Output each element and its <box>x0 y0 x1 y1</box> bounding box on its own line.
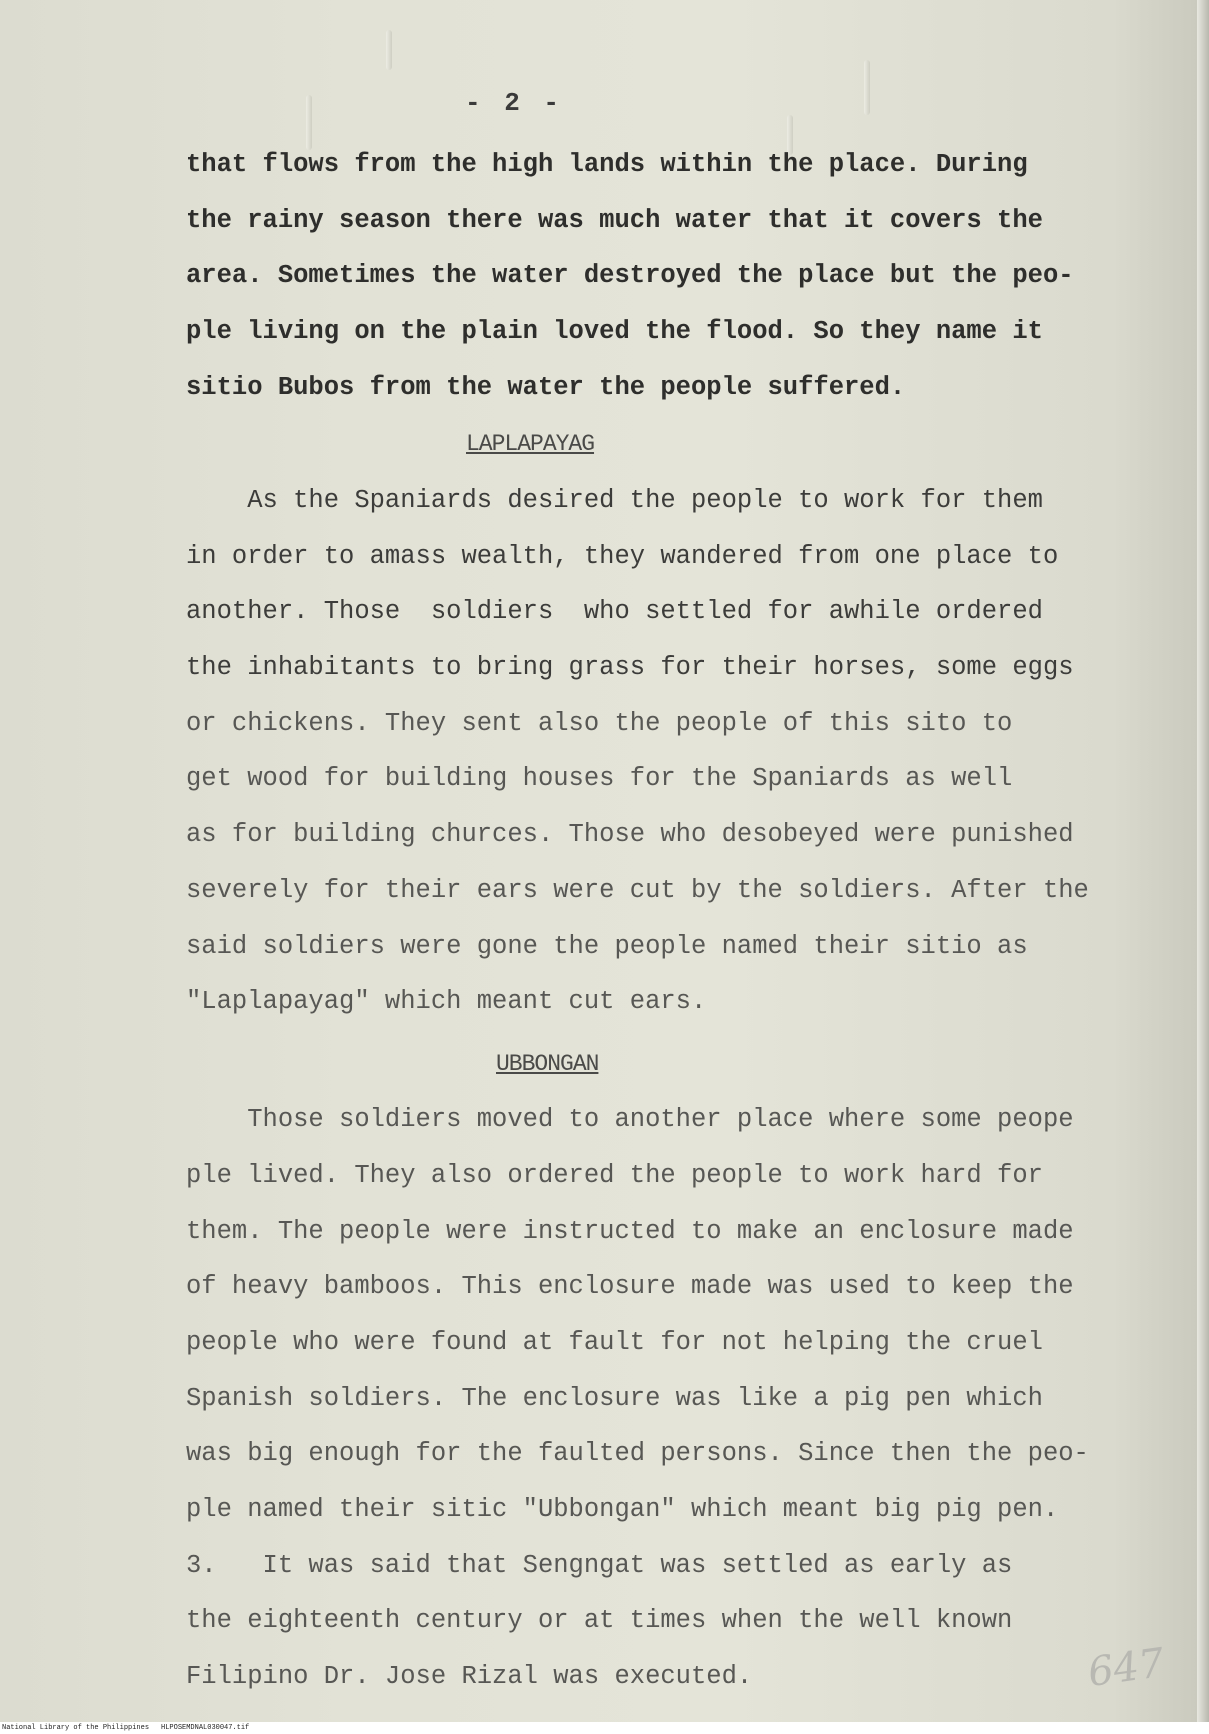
section-heading-ubbongan: UBBONGAN <box>496 1051 599 1077</box>
handwritten-page-number: 647 <box>1085 1639 1168 1697</box>
text-line: was big enough for the faulted persons. Since then the peo- <box>186 1439 1089 1468</box>
page-number: - 2 - <box>465 88 564 118</box>
paper-crease <box>386 30 392 70</box>
paper-crease <box>306 95 312 150</box>
text-line: or chickens. They sent also the people of this sito to <box>186 709 1013 738</box>
text-line: As the Spaniards desired the people to work for them <box>186 486 1043 515</box>
section-heading-laplapayag: LAPLAPAYAG <box>466 431 595 457</box>
archive-footer <box>2 1723 249 1733</box>
footer-file: HLPOSEMDNAL030047.tif <box>161 1724 250 1732</box>
text-line: severely for their ears were cut by the soldiers. After the <box>186 876 1089 905</box>
page-edge <box>1197 0 1209 1722</box>
text-line: as for building churces. Those who desobeyed were punished <box>186 820 1074 849</box>
text-line: of heavy bamboos. This enclosure made was used to keep the <box>186 1272 1074 1301</box>
text-line: the inhabitants to bring grass for their horses, some eggs <box>186 653 1074 682</box>
text-line: ple named their sitic "Ubbongan" which meant big pig pen. <box>186 1495 1059 1524</box>
text-line: ple lived. They also ordered the people to work hard for <box>186 1161 1043 1190</box>
text-line: another. Those soldiers who settled for awhile ordered <box>186 597 1043 626</box>
text-line: Spanish soldiers. The enclosure was like a pig pen which <box>186 1384 1043 1413</box>
text-line: people who were found at fault for not helping the cruel <box>186 1328 1043 1357</box>
text-line: get wood for building houses for the Spaniards as well <box>186 764 1013 793</box>
text-line: the eighteenth century or at times when the well known <box>186 1606 1013 1635</box>
text-line: "Laplapayag" which meant cut ears. <box>186 987 707 1016</box>
text-line: sitio Bubos from the water the people suffered. <box>186 373 906 402</box>
text-line: ple living on the plain loved the flood. So they name it <box>186 317 1043 346</box>
text-line: that flows from the high lands within the place. During <box>186 150 1028 179</box>
text-line: 3. It was said that Sengngat was settled as early as <box>186 1551 1013 1580</box>
text-line: said soldiers were gone the people named their sitio as <box>186 932 1028 961</box>
text-line: in order to amass wealth, they wandered from one place to <box>186 542 1059 571</box>
text-line: area. Sometimes the water destroyed the place but the peo- <box>186 261 1074 290</box>
text-line: them. The people were instructed to make an enclosure made <box>186 1217 1074 1246</box>
text-line: Filipino Dr. Jose Rizal was executed. <box>186 1662 753 1691</box>
paper-crease <box>864 60 870 115</box>
footer-library: National Library of the Philippines <box>2 1724 150 1732</box>
text-line: the rainy season there was much water that it covers the <box>186 206 1043 235</box>
text-line: Those soldiers moved to another place where some peope <box>186 1105 1074 1134</box>
